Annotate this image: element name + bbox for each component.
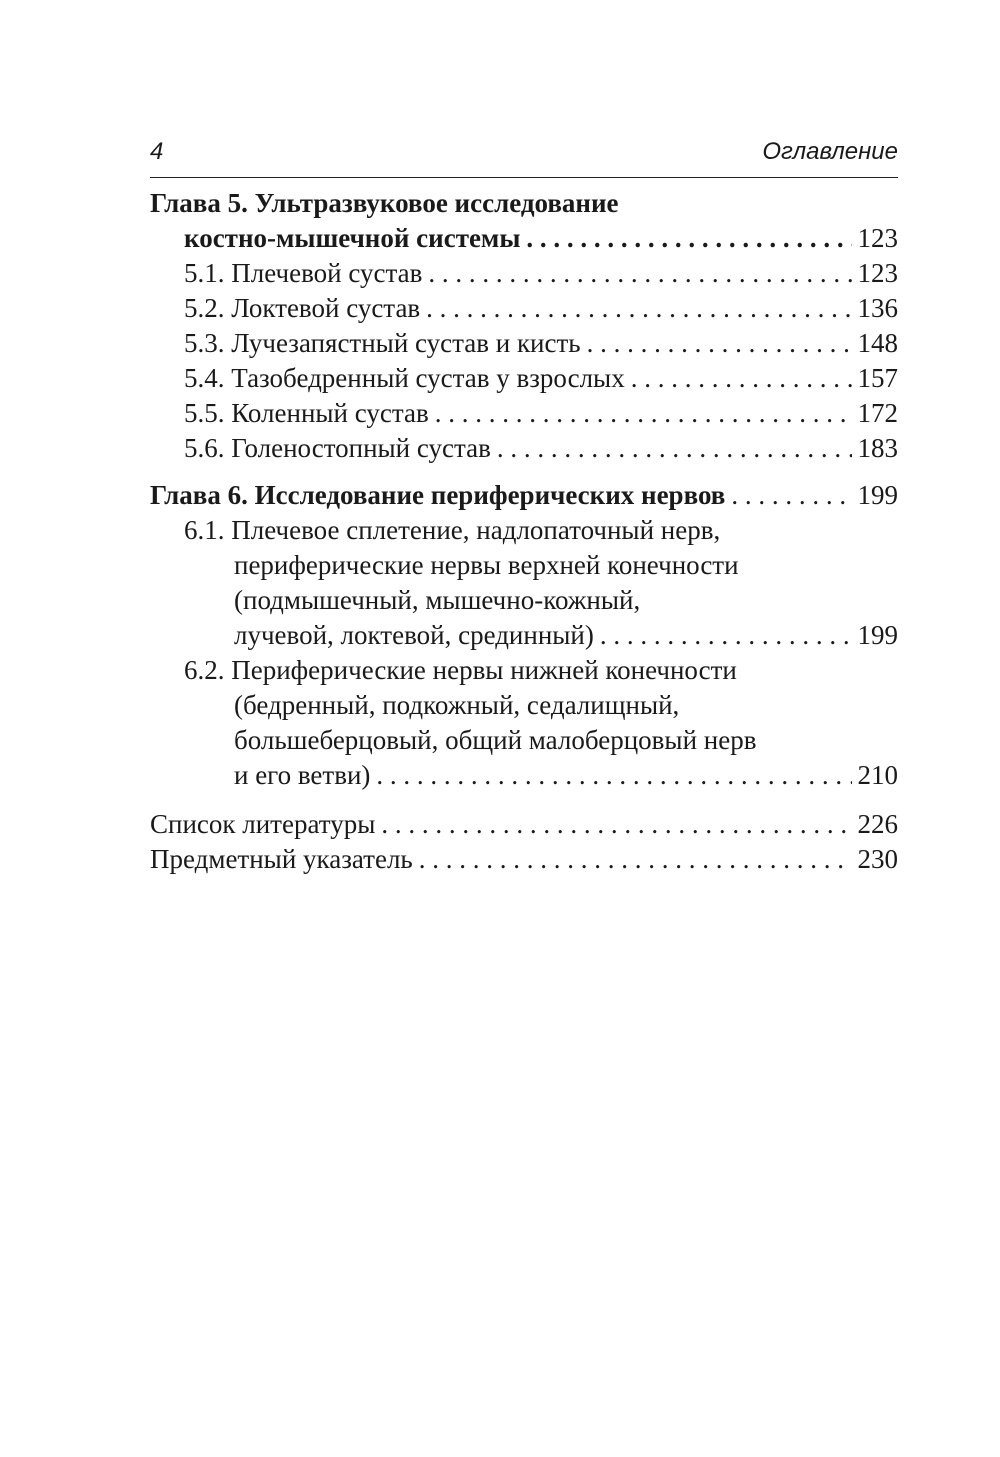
toc-entry-label: 5.3. Лучезапястный сустав и кисть (184, 328, 581, 358)
toc-entry-page: 226 (857, 809, 898, 839)
dot-leader (381, 807, 851, 842)
toc-entry-label: 5.2. Локтевой сустав (184, 293, 421, 323)
toc-entry-5-6 (150, 431, 898, 466)
toc-entry-5-3 (150, 326, 898, 361)
chapter-5-page: 123 (857, 223, 898, 253)
chapter-6-entry (150, 478, 898, 513)
toc-entry-label: лучевой, локтевой, срединный) (234, 620, 594, 650)
toc-entry-6-1-line4 (150, 618, 898, 653)
header-rule (150, 177, 898, 178)
toc-entry-label: Предметный указатель (150, 844, 413, 874)
chapter-5-entry (150, 221, 898, 256)
dot-leader (419, 842, 852, 877)
toc-entry-page: 123 (857, 258, 898, 288)
dot-leader (731, 478, 851, 513)
spacer (150, 466, 898, 478)
toc-entry-index (150, 842, 898, 877)
running-head (150, 138, 898, 172)
spacer (150, 793, 898, 807)
toc-entry-6-2-line3 (150, 723, 898, 758)
toc-entry-page: 183 (857, 433, 898, 463)
toc-entry-references (150, 807, 898, 842)
toc-entry-6-1-line2 (150, 548, 898, 583)
toc-entry-label: 5.1. Плечевой сустав (184, 258, 423, 288)
toc-entry-page: 172 (857, 398, 898, 428)
chapter-6-page: 199 (857, 480, 898, 510)
toc-entry-page: 230 (857, 844, 898, 874)
dot-leader (497, 431, 852, 466)
dot-leader (587, 326, 852, 361)
toc-entry-5-5 (150, 396, 898, 431)
dot-leader (426, 291, 851, 326)
toc-entry-label: большеберцовый, общий малоберцовый нерв (234, 725, 757, 755)
toc-entry-label: Список литературы (150, 809, 376, 839)
toc-entry-5-4 (150, 361, 898, 396)
toc-entry-6-2-line4 (150, 758, 898, 793)
dot-leader (376, 758, 851, 793)
dot-leader (526, 221, 851, 256)
toc-entry-label: (бедренный, подкожный, седалищный, (234, 690, 680, 720)
page-number: 4 (150, 138, 164, 165)
toc-entry-6-2-line1 (150, 653, 898, 688)
chapter-5-title-line2: костно-мышечной системы (184, 223, 521, 253)
dot-leader (600, 618, 852, 653)
dot-leader (435, 396, 852, 431)
toc-entry-5-2 (150, 291, 898, 326)
running-title: Оглавление (762, 138, 898, 165)
toc-entry-label: 5.6. Голеностопный сустав (184, 433, 491, 463)
toc-entry-label: 5.4. Тазобедренный сустав у взрослых (184, 363, 625, 393)
chapter-6-title: Глава 6. Исследование периферических нервов (150, 480, 726, 510)
toc-entry-6-1-line3 (150, 583, 898, 618)
toc-entry-label: периферические нервы верхней конечности (234, 550, 739, 580)
toc-entry-page: 210 (857, 760, 898, 790)
chapter-5-title-text: Глава 5. Ультразвуковое исследование (150, 188, 619, 218)
toc-entry-label: 5.5. Коленный сустав (184, 398, 429, 428)
table-of-contents (150, 186, 898, 877)
dot-leader (631, 361, 852, 396)
toc-entry-6-1-line1 (150, 513, 898, 548)
toc-entry-6-2-line2 (150, 688, 898, 723)
dot-leader (428, 256, 851, 291)
toc-entry-label: 6.2. Периферические нервы нижней конечности (184, 655, 737, 685)
toc-entry-5-1 (150, 256, 898, 291)
toc-entry-page: 136 (857, 293, 898, 323)
toc-entry-label: 6.1. Плечевое сплетение, надлопаточный нерв, (184, 515, 721, 545)
toc-entry-page: 148 (857, 328, 898, 358)
toc-entry-page: 199 (857, 620, 898, 650)
toc-entry-page: 157 (857, 363, 898, 393)
chapter-5-title-line1 (150, 186, 898, 221)
toc-entry-label: и его ветви) (234, 760, 371, 790)
toc-entry-label: (подмышечный, мышечно-кожный, (234, 585, 641, 615)
